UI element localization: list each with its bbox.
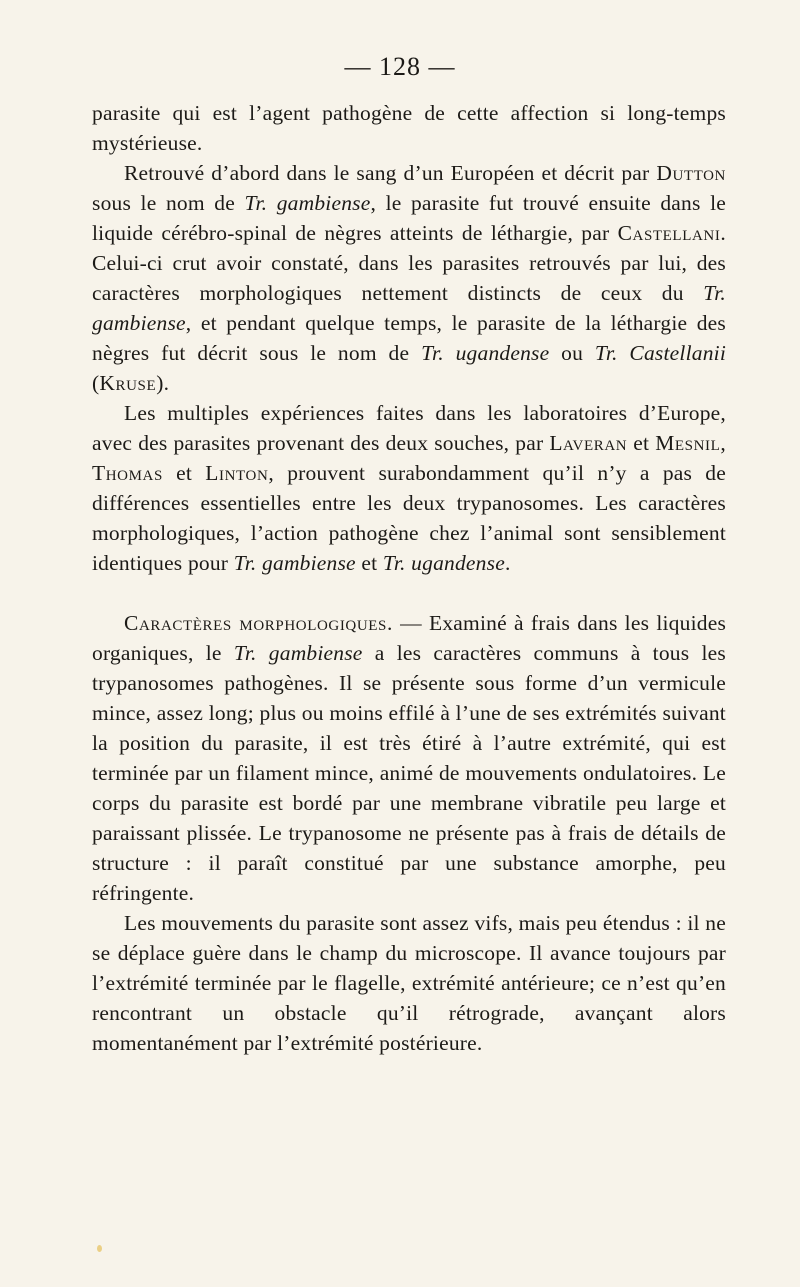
body-text xyxy=(92,98,726,1058)
text-run: et xyxy=(627,431,656,455)
species-name: Tr. ugandense xyxy=(382,551,505,575)
paper-stain xyxy=(97,1245,102,1252)
author-name: Dutton xyxy=(656,161,726,185)
paragraph-1 xyxy=(92,98,726,158)
text-run: , et pendant quelque temps, le parasite de la léthargie des nègres fut décrit sous le nom de xyxy=(92,311,726,365)
text-run: sous le nom de xyxy=(92,191,245,215)
species-name: Tr. Castellanii xyxy=(594,341,726,365)
text-run: a les caractères communs à tous les trypanosomes pathogènes. Il se présente sous forme d’un vermicule mince, assez long; plus ou moins effilé à l’une de ses extrémités suivant la position du parasite, il est très étiré à l’autre extrémité, qui est terminée par un filament mince, animé de mouvements ondulatoires. Le corps du parasite est bordé par une membrane vibratile peu large et paraissant plissée. Le trypanosome ne présente pas à frais de détails de structure : il paraît constitué par une substance amorphe, peu réfringente. xyxy=(92,641,726,905)
species-name: Tr. ugandense xyxy=(421,341,550,365)
text-run: Retrouvé d’abord dans le sang d’un Européen et décrit par xyxy=(124,161,657,185)
author-name: Kruse xyxy=(99,371,157,395)
text-run: Les mouvements du parasite sont assez vifs, mais peu étendus : il ne se déplace guère dans le champ du microscope. Il avance toujours par l’extrémité terminée par le flagelle, extrémité antérieure; ce n’est qu’en rencontrant un obstacle qu’il rétrograde, avançant alors momentanément par l’extrémité postérieure. xyxy=(92,911,726,1055)
species-name: Tr. gambiense xyxy=(233,551,356,575)
text-run: — Examiné à frais dans les liquides organiques, le xyxy=(92,611,727,665)
text-run: ). xyxy=(156,371,170,395)
section-heading: Caractères morphologiques. xyxy=(124,611,393,635)
text-run: et xyxy=(355,551,383,575)
species-name: Tr. gambiense xyxy=(233,641,363,665)
paragraph-2 xyxy=(92,158,726,398)
text-run: parasite qui est l’agent pathogène de cette affection si long-temps mystérieuse. xyxy=(92,101,726,155)
paragraph-4 xyxy=(92,608,726,908)
text-run: ( xyxy=(92,371,100,395)
author-name: Thomas xyxy=(92,461,163,485)
text-run: . xyxy=(504,551,511,575)
author-name: Laveran xyxy=(549,431,628,455)
text-run: , xyxy=(720,431,726,455)
text-run: ou xyxy=(549,341,595,365)
page-number: — 128 — xyxy=(344,52,456,81)
paragraph-3 xyxy=(92,398,726,578)
species-name: Tr. gambiense xyxy=(92,281,726,335)
species-name: Tr. gambiense xyxy=(244,191,371,215)
text-run: , prouvent surabondamment qu’il n’y a pas de différences essentielles entre les deux trypanosomes. Les caractères morphologiques, l’action pathogène chez l’animal sont sensiblement identiques pour xyxy=(92,461,726,575)
paragraph-5 xyxy=(92,908,726,1058)
text-run: . Celui-ci crut avoir constaté, dans les parasites retrouvés par lui, des caractères morphologiques nettement distincts de ceux du xyxy=(92,221,726,305)
text-run: Les multiples expériences faites dans les laboratoires d’Europe, avec des parasites provenant des deux souches, par xyxy=(92,401,726,455)
text-run: et xyxy=(162,461,206,485)
author-name: Linton xyxy=(205,461,269,485)
text-run: , le parasite fut trouvé ensuite dans le liquide cérébro-spinal de nègres atteints de léthargie, par xyxy=(92,191,726,245)
author-name: Castellani xyxy=(617,221,721,245)
author-name: Mesnil xyxy=(655,431,721,455)
